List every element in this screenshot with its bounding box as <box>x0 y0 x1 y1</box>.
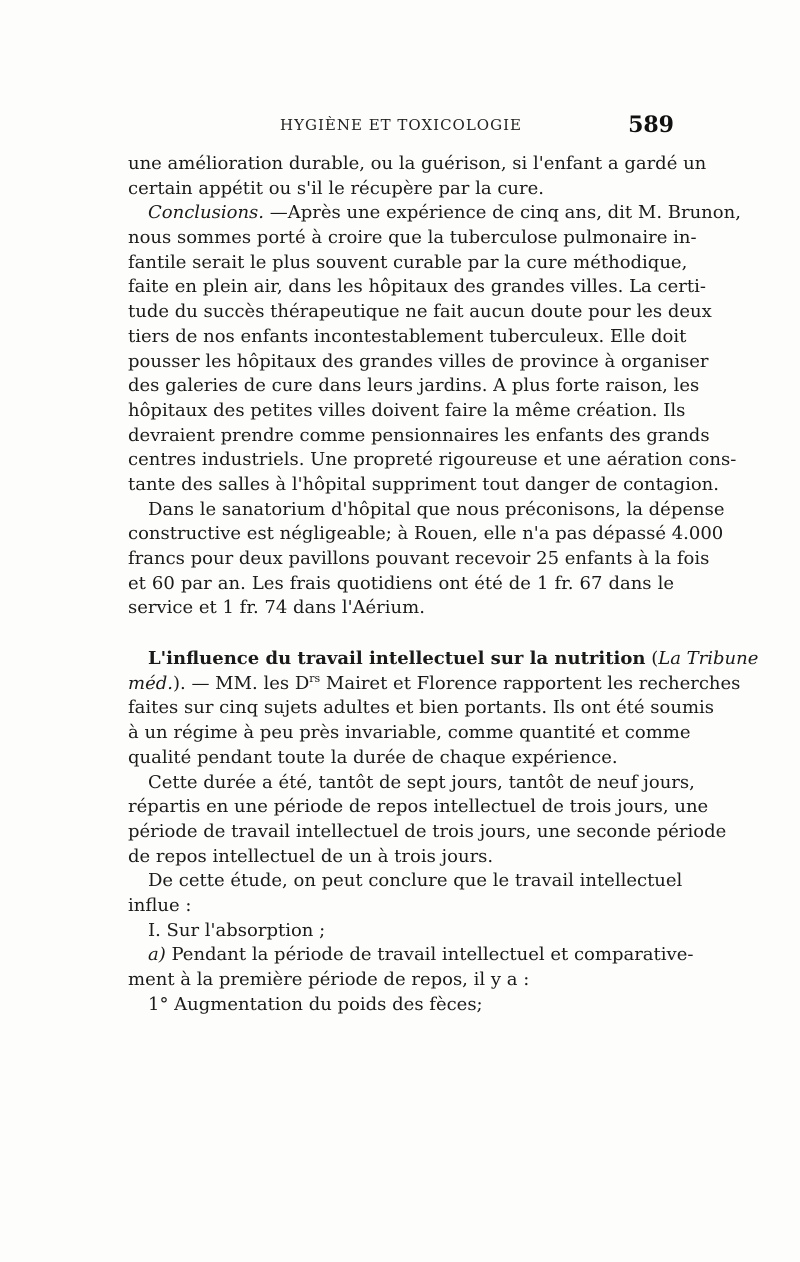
text-line: faites sur cinq sujets adultes et bien portants. Ils ont été soumis <box>128 697 715 719</box>
text-line: une amélioration durable, ou la guérison, si l'enfant a gardé un <box>128 153 707 174</box>
text-line: influe : <box>128 894 192 916</box>
body-text <box>128 152 759 1017</box>
conclusions-label: Conclusions. <box>148 202 265 224</box>
text-line: à un régime à peu près invariable, comme quantité et comme <box>128 722 691 744</box>
text-run: Mairet et Florence rapportent les recherches <box>320 672 741 694</box>
text-line <box>128 943 694 968</box>
source-title: La Tribune <box>658 648 759 670</box>
paragraph-1 <box>128 152 707 201</box>
text-line: de repos intellectuel de un à trois jours. <box>128 845 494 867</box>
paragraph-influence <box>128 647 759 770</box>
list-label: a) <box>148 944 166 966</box>
paragraph-a <box>128 943 694 992</box>
text-line: tante des salles à l'hôpital suppriment tout danger de contagion. <box>128 473 719 495</box>
text-line <box>128 671 741 697</box>
text-line: francs pour deux pavillons pouvant recevoir 25 enfants à la fois <box>128 548 710 569</box>
paragraph-absorption <box>128 919 674 944</box>
text-line <box>128 647 759 672</box>
paragraph-duree <box>128 771 727 870</box>
text-line: tiers de nos enfants incontestablement tuberculeux. Elle doit <box>128 325 687 347</box>
running-head <box>128 112 674 142</box>
text-run: ). <box>172 672 186 694</box>
text-line: hôpitaux des petites villes doivent faire la même création. Ils <box>128 399 686 421</box>
section-gap <box>128 621 674 647</box>
section-title: L'influence du travail intellectuel sur la nutrition <box>148 648 646 670</box>
page-number: 589 <box>628 112 674 138</box>
text-line: certain appétit ou s'il le récupère par la cure. <box>128 177 544 199</box>
text-line: constructive est négligeable; à Rouen, elle n'a pas dépassé 4.000 <box>128 523 724 545</box>
text-line: des galeries de cure dans leurs jardins. A plus forte raison, les <box>128 375 700 397</box>
source-title-cont: méd. <box>128 672 173 694</box>
text-line: I. Sur l'absorption ; <box>148 919 326 941</box>
text-line: service et 1 fr. 74 dans l'Aérium. <box>128 597 425 619</box>
superscript: rs <box>309 671 321 685</box>
text-run: —Après une expérience de cinq ans, dit M. Brunon, <box>264 202 741 224</box>
text-run: — MM. les D <box>185 672 310 694</box>
text-line: période de travail intellectuel de trois jours, une seconde période <box>128 820 727 842</box>
paragraph-etude <box>128 869 683 918</box>
text-line: Cette durée a été, tantôt de sept jours, tantôt de neuf jours, <box>148 771 695 793</box>
paragraph-sanatorium <box>128 498 725 621</box>
text-run: Pendant la période de travail intellectuel et comparative- <box>165 944 694 966</box>
text-line: devraient prendre comme pensionnaires les enfants des grands <box>128 424 710 446</box>
paragraph-item-1 <box>128 993 674 1018</box>
text-line <box>128 201 741 226</box>
text-line: et 60 par an. Les frais quotidiens ont été de 1 fr. 67 dans le <box>128 572 674 594</box>
text-run: ( <box>645 648 659 670</box>
text-line: fantile serait le plus souvent curable par la cure méthodique, <box>128 251 688 273</box>
running-title: HYGIÈNE ET TOXICOLOGIE <box>280 116 522 134</box>
text-line: centres industriels. Une propreté rigoureuse et une aération cons- <box>128 449 737 471</box>
text-line: ment à la première période de repos, il y a : <box>128 969 530 990</box>
text-line: Dans le sanatorium d'hôpital que nous préconisons, la dépense <box>148 498 725 520</box>
paragraph-conclusions <box>128 201 741 497</box>
text-line: faite en plein air, dans les hôpitaux des grandes villes. La certi- <box>128 276 706 298</box>
text-line: De cette étude, on peut conclure que le travail intellectuel <box>148 870 683 892</box>
text-line: nous sommes porté à croire que la tuberculose pulmonaire in- <box>128 227 697 249</box>
text-line: pousser les hôpitaux des grandes villes de province à organiser <box>128 350 709 372</box>
text-line: qualité pendant toute la durée de chaque expérience. <box>128 746 618 768</box>
text-line: répartis en une période de repos intellectuel de trois jours, une <box>128 796 709 818</box>
text-line: 1° Augmentation du poids des fèces; <box>148 993 483 1015</box>
text-line: tude du succès thérapeutique ne fait aucun doute pour les deux <box>128 301 712 323</box>
